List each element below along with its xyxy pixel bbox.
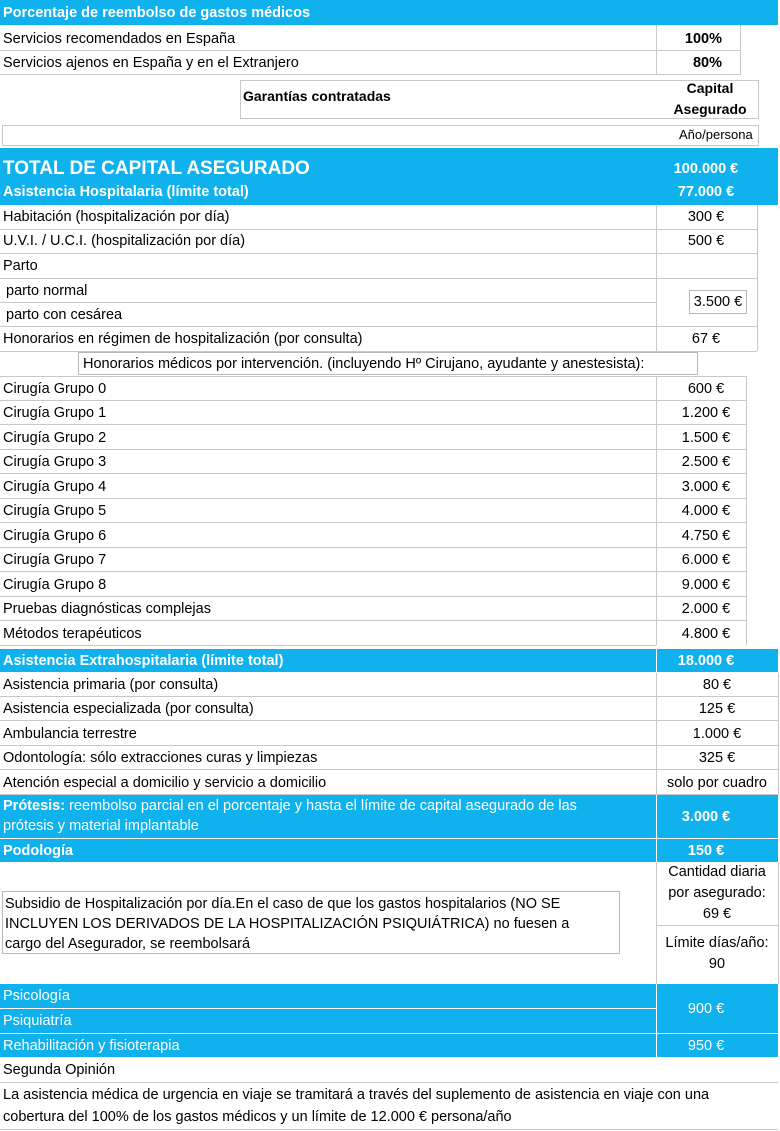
nota-line2: cobertura del 100% de los gastos médicos y un límite de 12.000 € persona/año bbox=[3, 1109, 512, 1125]
row-divider bbox=[0, 522, 746, 523]
extrahospitalaria-title: Asistencia Extrahospitalaria (límite total) bbox=[3, 652, 284, 669]
col-divider bbox=[746, 376, 747, 645]
nota-line1: La asistencia médica de urgencia en viaje se tramitará a través del suplemento de asistencia en viaje con una bbox=[3, 1087, 710, 1103]
reembolso-value-1: 80% bbox=[692, 55, 722, 71]
cirugia-value: 600 € bbox=[687, 381, 725, 397]
podologia-label: Podología bbox=[3, 842, 74, 859]
row-divider bbox=[0, 794, 778, 795]
capital-asegurado-label bbox=[662, 78, 758, 120]
parto-cesarea-label: parto con cesárea bbox=[6, 307, 123, 323]
cirugia-label: Cirugía Grupo 6 bbox=[3, 528, 107, 544]
cirugia-label: Cirugía Grupo 7 bbox=[3, 552, 107, 568]
cirugia-label: Pruebas diagnósticas complejas bbox=[3, 601, 211, 617]
cirugia-value: 2.000 € bbox=[681, 601, 731, 617]
extrahospitalaria-label: Asistencia especializada (por consulta) bbox=[3, 701, 254, 717]
row-divider bbox=[0, 473, 746, 474]
psicologia-label: Psicología bbox=[3, 988, 70, 1004]
cirugia-label: Cirugía Grupo 0 bbox=[3, 381, 107, 397]
extrahospitalaria-label: Atención especial a domicilio y servicio a domicilio bbox=[3, 775, 327, 791]
row-divider bbox=[0, 720, 778, 721]
cirugia-value: 1.200 € bbox=[681, 405, 731, 421]
cirugia-label: Cirugía Grupo 2 bbox=[3, 430, 107, 446]
total-label: TOTAL DE CAPITAL ASEGURADO bbox=[3, 158, 310, 179]
cirugia-value: 2.500 € bbox=[681, 454, 731, 470]
honorarios-hosp-label: Honorarios en régimen de hospitalización (por consulta) bbox=[3, 331, 363, 347]
extrahospitalaria-value: 80 € bbox=[702, 677, 732, 693]
extrahospitalaria-value: 1.000 € bbox=[692, 726, 742, 742]
reembolso-label-1: Servicios ajenos en España y en el Extranjero bbox=[3, 55, 299, 71]
cantidad-value: 69 € bbox=[702, 906, 732, 922]
psiquiatria-label: Psiquiatría bbox=[3, 1013, 72, 1029]
uvi-value: 500 € bbox=[687, 233, 725, 249]
capital-line2: Asegurado bbox=[673, 101, 747, 117]
row-divider bbox=[0, 620, 746, 621]
protesis-line2: prótesis y material implantable bbox=[3, 818, 199, 834]
psico-value: 900 € bbox=[687, 1000, 725, 1017]
row-divider bbox=[0, 376, 746, 377]
limite-value: 90 bbox=[708, 956, 726, 972]
cirugia-value: 6.000 € bbox=[681, 552, 731, 568]
extrahospitalaria-value: 325 € bbox=[698, 750, 736, 766]
reembolso-value-0: 100% bbox=[684, 31, 722, 47]
cirugia-value: 1.500 € bbox=[681, 430, 731, 446]
podologia-value: 150 € bbox=[687, 842, 725, 859]
honorarios-hosp-value: 67 € bbox=[691, 331, 721, 347]
extrahospitalaria-value: solo por cuadro bbox=[667, 775, 767, 791]
cirugia-value: 9.000 € bbox=[681, 577, 731, 593]
row-divider bbox=[0, 424, 746, 425]
habitacion-value: 300 € bbox=[687, 209, 725, 225]
extrahospitalaria-label: Ambulancia terrestre bbox=[3, 726, 137, 742]
extrahospitalaria-label: Asistencia primaria (por consulta) bbox=[3, 677, 219, 693]
limite-line1: Límite días/año: bbox=[665, 935, 769, 951]
hospitalaria-title: Asistencia Hospitalaria (límite total) bbox=[3, 184, 249, 200]
anio-persona-box bbox=[2, 125, 759, 146]
cirugia-value: 4.000 € bbox=[681, 503, 731, 519]
parto-value: 3.500 € bbox=[689, 290, 747, 314]
cirugia-label: Cirugía Grupo 4 bbox=[3, 479, 107, 495]
protesis-text bbox=[3, 796, 655, 836]
extrahospitalaria-label: Odontología: sólo extracciones curas y limpiezas bbox=[3, 750, 318, 766]
cirugia-label: Cirugía Grupo 3 bbox=[3, 454, 107, 470]
subsidio-line3: cargo del Asegurador, se reembolsará bbox=[5, 936, 251, 952]
parto-label: Parto bbox=[3, 258, 38, 274]
rehab-label: Rehabilitación y fisioterapia bbox=[3, 1037, 180, 1054]
extrahospitalaria-value: 18.000 € bbox=[677, 652, 735, 669]
honorarios-intervencion: Honorarios médicos por intervención. (incluyendo Hº Cirujano, ayudante y anestesista): bbox=[78, 352, 698, 375]
cirugia-value: 3.000 € bbox=[681, 479, 731, 495]
row-divider bbox=[0, 571, 746, 572]
garantias-label: Garantías contratadas bbox=[243, 88, 391, 104]
subsidio-cantidad bbox=[656, 862, 778, 925]
col-divider bbox=[656, 673, 657, 795]
subsidio-limite bbox=[656, 933, 778, 975]
cantidad-line1: Cantidad diaria bbox=[668, 864, 766, 880]
cirugia-value: 4.800 € bbox=[681, 626, 731, 642]
subsidio-text bbox=[2, 891, 620, 954]
parto-normal-label: parto normal bbox=[6, 283, 88, 299]
subsidio-line2: INCLUYEN LOS DERIVADOS DE LA HOSPITALIZACIÓN PSIQUIÁTRICA) no fuesen a bbox=[5, 916, 570, 932]
col-divider bbox=[778, 673, 779, 795]
subsidio-line1: Subsidio de Hospitalización por día.En el caso de que los gastos hospitalarios (NO SE bbox=[5, 896, 561, 912]
cirugia-value: 4.750 € bbox=[681, 528, 731, 544]
uvi-label: U.V.I. / U.C.I. (hospitalización por día) bbox=[3, 233, 246, 249]
cantidad-line2: por asegurado: bbox=[668, 885, 766, 901]
habitacion-label: Habitación (hospitalización por día) bbox=[3, 209, 230, 225]
segunda-opinion: Segunda Opinión bbox=[3, 1062, 116, 1078]
protesis-line1: reembolso parcial en el porcentaje y hasta el límite de capital asegurado de las bbox=[65, 798, 577, 814]
col-divider bbox=[656, 376, 657, 645]
rehab-value: 950 € bbox=[687, 1037, 725, 1054]
cirugia-label: Cirugía Grupo 8 bbox=[3, 577, 107, 593]
total-value: 100.000 € bbox=[673, 161, 739, 177]
protesis-title: Prótesis: bbox=[3, 798, 66, 814]
capital-line1: Capital bbox=[686, 80, 734, 96]
protesis-value: 3.000 € bbox=[681, 808, 731, 825]
cirugia-label: Métodos terapéuticos bbox=[3, 626, 142, 642]
anio-persona-label: Año/persona bbox=[679, 127, 753, 142]
reembolso-label-0: Servicios recomendados en España bbox=[3, 31, 236, 47]
extrahospitalaria-value: 125 € bbox=[698, 701, 736, 717]
cirugia-label: Cirugía Grupo 1 bbox=[3, 405, 107, 421]
cirugia-label: Cirugía Grupo 5 bbox=[3, 503, 107, 519]
nota-viaje bbox=[3, 1084, 779, 1128]
row-divider bbox=[0, 769, 778, 770]
reembolso-title: Porcentaje de reembolso de gastos médicos bbox=[3, 5, 311, 21]
hospitalaria-value: 77.000 € bbox=[677, 184, 735, 200]
row-divider bbox=[0, 645, 656, 646]
